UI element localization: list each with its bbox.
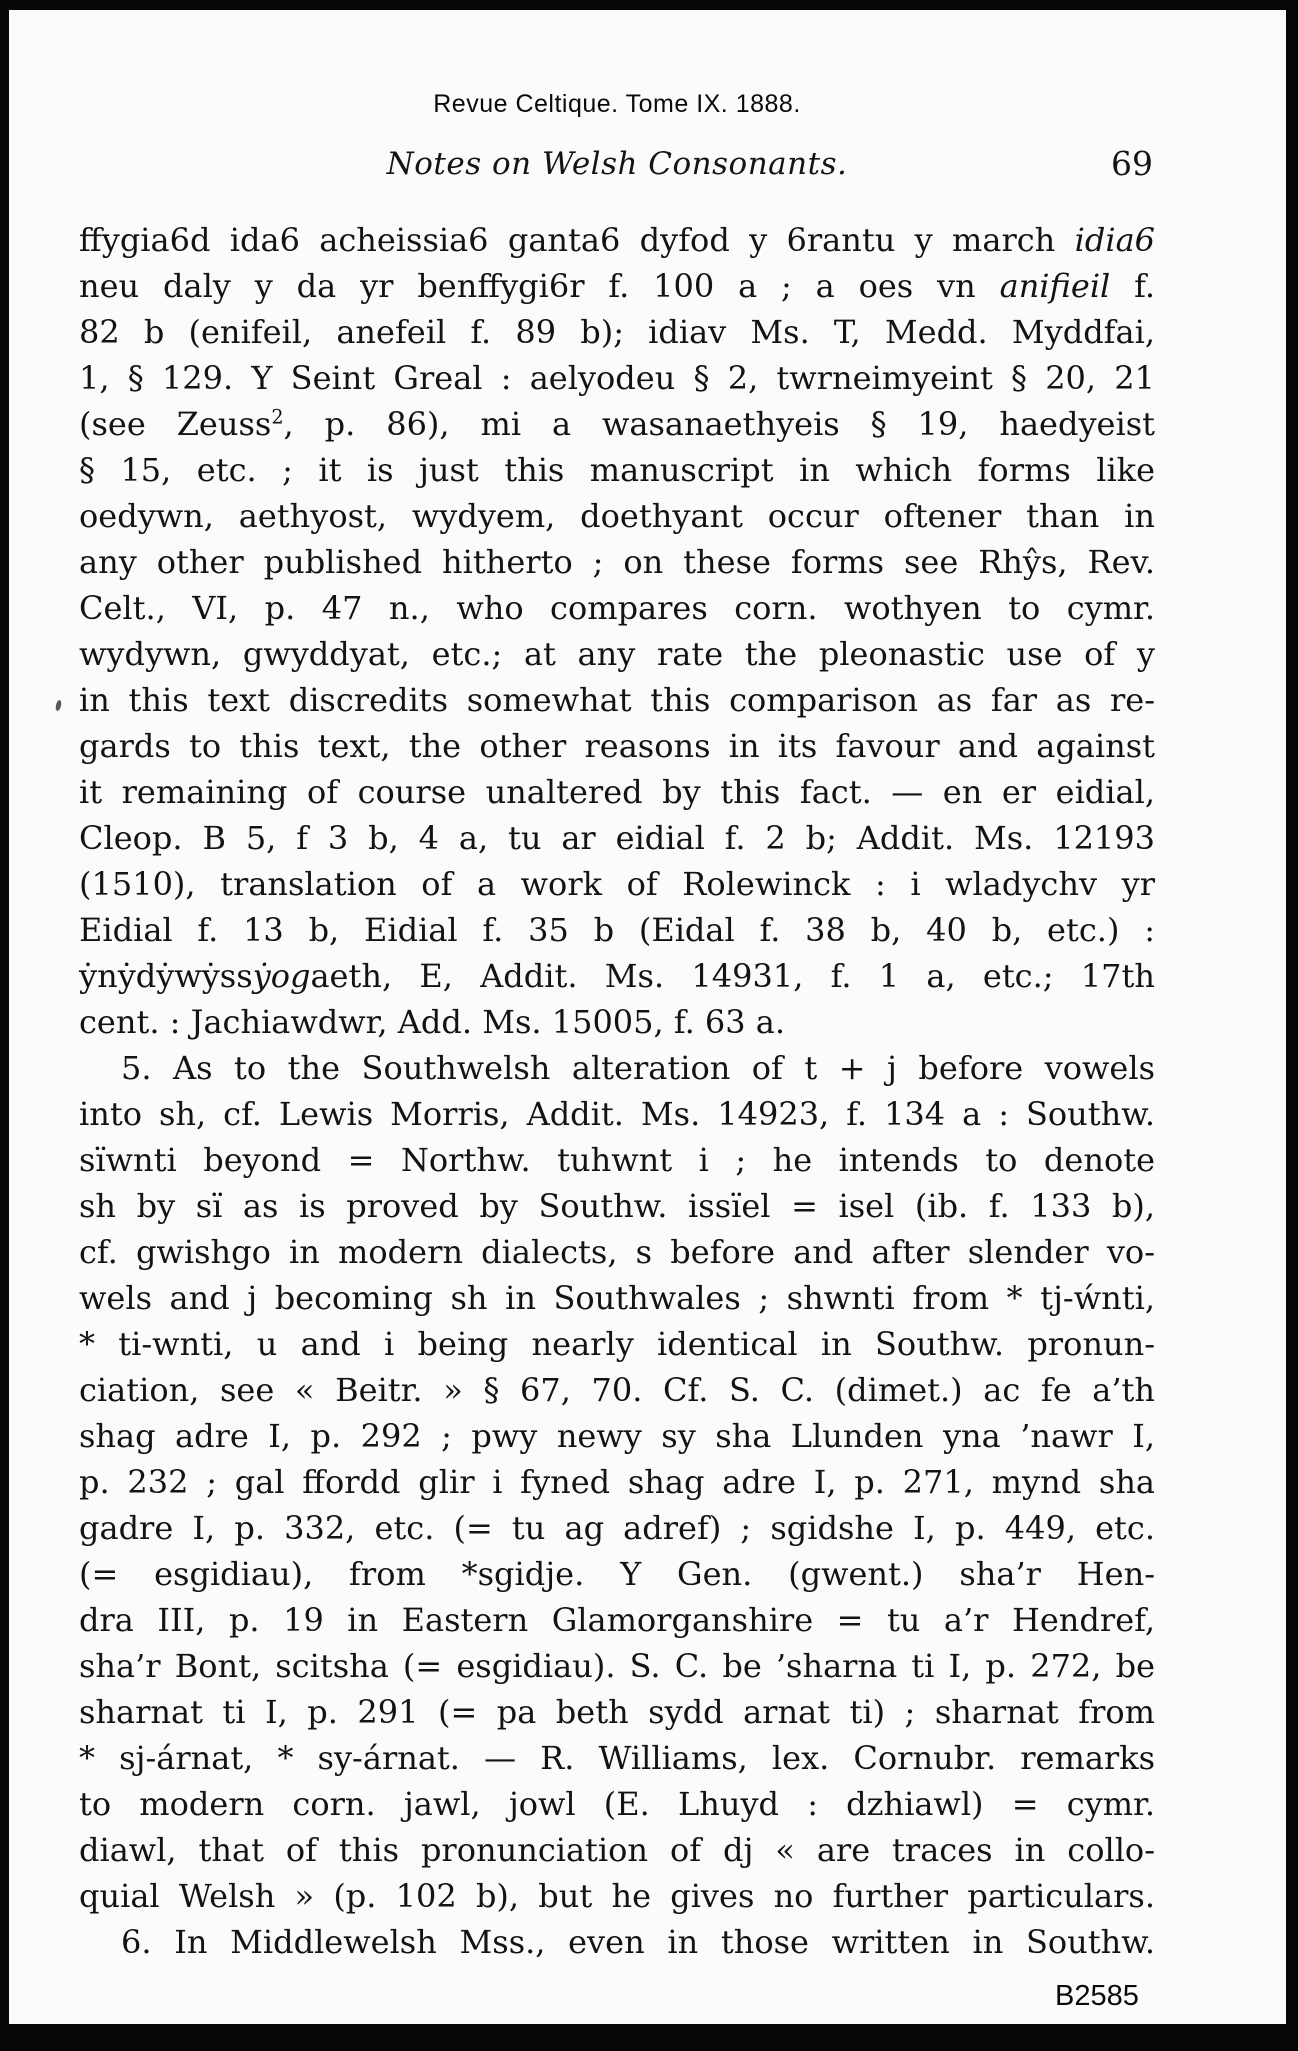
text-line: § 15, etc. ; it is just this manuscript in which forms like [79,451,1155,489]
text-line: wels and j becoming sh in Southwales ; shwnti from * tj-ẃnti, [79,1279,1155,1317]
text-line: cent. : Jachiawdwr, Add. Ms. 15005, f. 63 a. [79,1003,786,1041]
text-line: ẏnẏdẏwẏssẏogaeth, E, Addit. Ms. 14931, f. 1 a, etc.; 17th [79,957,1155,995]
text-line: it remaining of course unaltered by this fact. — en er eidial, [79,773,1155,811]
text-line: oedywn, aethyost, wydyem, doethyant occur oftener than in [79,497,1155,535]
body-text [79,217,1155,1965]
text-line: dra III, p. 19 in Eastern Glamorganshire = tu a’r Hendref, [79,1601,1155,1639]
text-line: ciation, see « Beitr. » § 67, 70. Cf. S. C. (dimet.) ac fe a’th [79,1371,1155,1409]
text-line: neu daly y da yr benffygi6r f. 100 a ; a oes vn anifieil f. [79,267,1156,305]
text-line: 82 b (enifeil, anefeil f. 89 b); idiav Ms. T, Medd. Myddfai, [79,313,1155,351]
text-line: 6. In Middlewelsh Mss., even in those written in Southw. [121,1923,1155,1961]
text-line: 1, § 129. Y Seint Greal : aelyodeu § 2, twrneimyeint § 20, 21 [79,359,1155,397]
text-line: * sj-árnat, * sy-árnat. — R. Williams, lex. Cornubr. remarks [79,1739,1155,1777]
text-line: 5. As to the Southwelsh alteration of t + j before vowels [121,1049,1155,1087]
running-head [79,146,1155,192]
text-line: gards to this text, the other reasons in its favour and against [79,727,1155,765]
text-line: cf. gwishgo in modern dialects, s before and after slender vo- [79,1233,1155,1271]
text-line: to modern corn. jawl, jowl (E. Lhuyd : dzhiawl) = cymr. [79,1785,1155,1823]
text-line: in this text discredits somewhat this comparison as far as re- [79,681,1155,719]
text-line: sharnat ti I, p. 291 (= pa beth sydd arnat ti) ; sharnat from [79,1693,1155,1731]
text-line: sïwnti beyond = Northw. tuhwnt i ; he intends to denote [79,1141,1155,1179]
volume-header: Revue Celtique. Tome IX. 1888. [433,90,801,118]
text-line: sha’r Bont, scitsha (= esgidiau). S. C. be ’sharna ti I, p. 272, be [79,1647,1155,1685]
text-line: ffygia6d ida6 acheissia6 ganta6 dyfod y 6rantu y march idia6 [79,221,1155,259]
page-number: 69 [1111,144,1153,183]
text-line: sh by sï as is proved by Southw. issïel = isel (ib. f. 133 b), [79,1187,1155,1225]
text-line: into sh, cf. Lewis Morris, Addit. Ms. 14923, f. 134 a : Southw. [79,1095,1155,1133]
text-line: (1510), translation of a work of Rolewinck : i wladychv yr [79,865,1155,903]
scanned-page [9,10,1286,2024]
scan-artifact [55,700,63,712]
text-line: Celt., VI, p. 47 n., who compares corn. wothyen to cymr. [79,589,1155,627]
text-line: Cleop. B 5, f 3 b, 4 a, tu ar eidial f. 2 b; Addit. Ms. 12193 [79,819,1155,857]
text-line: Eidial f. 13 b, Eidial f. 35 b (Eidal f. 38 b, 40 b, etc.) : [79,911,1155,949]
text-line: diawl, that of this pronunciation of dj « are traces in collo- [79,1831,1155,1869]
catalog-stamp: B2585 [1055,1980,1139,2012]
text-line: wydywn, gwyddyat, etc.; at any rate the pleonastic use of y [79,635,1155,673]
text-line: * ti-wnti, u and i being nearly identical in Southw. pronun- [79,1325,1155,1363]
text-line: quial Welsh » (p. 102 b), but he gives no further particulars. [79,1877,1155,1915]
running-title: Notes on Welsh Consonants. [386,146,848,182]
text-line: gadre I, p. 332, etc. (= tu ag adref) ; sgidshe I, p. 449, etc. [79,1509,1155,1547]
text-line: p. 232 ; gal ffordd glir i fyned shag adre I, p. 271, mynd sha [79,1463,1155,1501]
text-line: (see Zeuss$^2$, p. 86), mi a wasanaethyeis § 19, haedyeist [79,405,1156,443]
text-line: (= esgidiau), from *sgidje. Y Gen. (gwent.) sha’r Hen- [79,1555,1155,1593]
text-line: shag adre I, p. 292 ; pwy newy sy sha Llunden yna ’nawr I, [79,1417,1155,1455]
text-line: any other published hitherto ; on these forms see Rhŷs, Rev. [79,543,1155,581]
